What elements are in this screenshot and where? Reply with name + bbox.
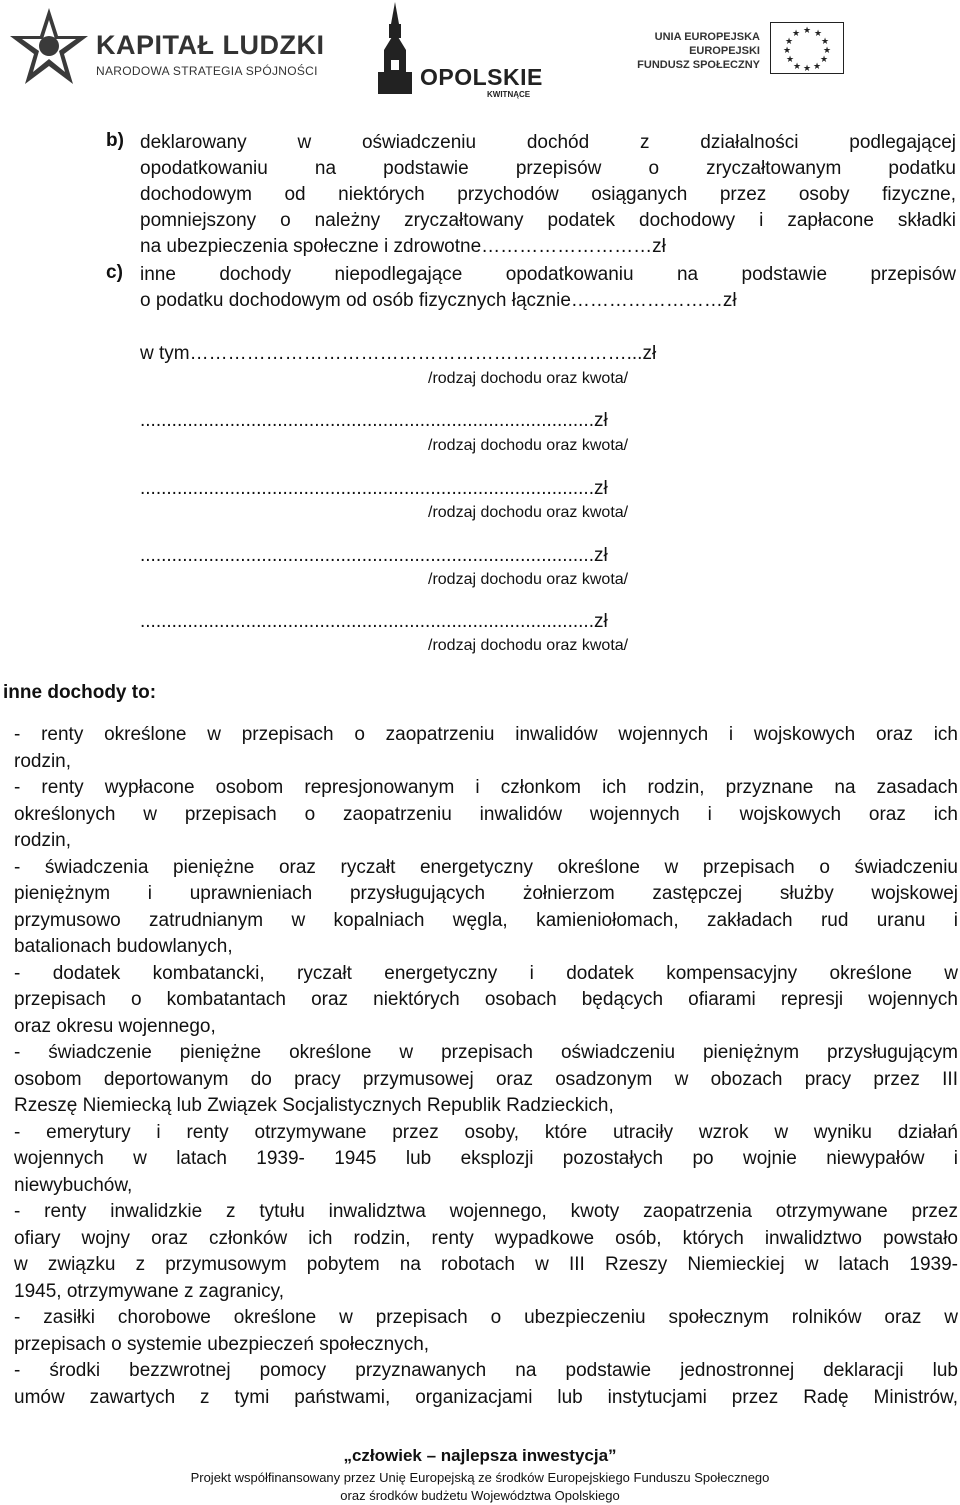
section-c-line: o podatku dochodowym od osób fizycznych łącznie……………………zł bbox=[140, 290, 737, 311]
list-item: przepisach o kombatantach oraz niektórych osobach będących ofiarami represji wojennych bbox=[14, 989, 958, 1010]
section-b-line: deklarowany w oświadczeniu dochód z działalności podlegającej bbox=[140, 132, 956, 153]
list-item: - środki bezzwrotnej pomocy przyznawanych na podstawie jednostronnej deklaracji lub bbox=[14, 1360, 958, 1381]
svg-text:★: ★ bbox=[819, 54, 829, 64]
section-b-line: pomniejszony o należny zryczałtowany podatek dochodowy i zapłacone składki bbox=[140, 210, 956, 231]
kapital-ludzki-subtitle: NARODOWA STRATEGIA SPÓJNOŚCI bbox=[96, 64, 318, 78]
dotted-line: ......................................................................................zł bbox=[140, 611, 608, 632]
kapital-ludzki-logo-icon bbox=[6, 6, 92, 88]
svg-text:★: ★ bbox=[822, 45, 832, 55]
list-item: rodzin, bbox=[14, 750, 72, 772]
section-b-line: na ubezpieczenia społeczne i zdrowotne………………………zł bbox=[140, 236, 666, 257]
svg-text:★: ★ bbox=[813, 28, 823, 38]
footer-line-1: Projekt współfinansowany przez Unię Europejską ze środków Europejskiego Funduszu Społecznego bbox=[190, 1470, 770, 1485]
list-item: przepisach o systemie ubezpieczeń społecznych, bbox=[14, 1333, 430, 1355]
list-item: rodzin, bbox=[14, 830, 72, 851]
rodzaj-label: /rodzaj dochodu oraz kwota/ bbox=[428, 571, 629, 588]
footer-slogan: „człowiek – najlepsza inwestycja” bbox=[343, 1446, 617, 1465]
list-item: - emerytury i renty otrzymywane przez osoby, które utraciły wzrok w wyniku działań bbox=[14, 1121, 958, 1143]
eu-line-3: FUNDUSZ SPOŁECZNY bbox=[637, 59, 760, 71]
opolskie-title: OPOLSKIE bbox=[420, 64, 543, 90]
list-item: umów zawartych z tymi państwami, organizacjami lub instytucjami przez Radę Ministrów, bbox=[14, 1386, 958, 1408]
svg-text:★: ★ bbox=[782, 45, 792, 55]
list-item: - renty wypłacone osobom represjonowanym i członkom ich rodzin, przyznane na zasadach bbox=[14, 777, 958, 798]
section-b-line: dochodowym od niektórych przychodów osiąganych przez osoby fizyczne, bbox=[140, 184, 956, 205]
section-b-label: b) bbox=[106, 130, 124, 151]
svg-text:★: ★ bbox=[784, 36, 794, 46]
rodzaj-label: /rodzaj dochodu oraz kwota/ bbox=[428, 637, 629, 654]
list-item: pieniężnym i uprawnieniach przysługujących żołnierzom zastępczej służby wojskowej bbox=[14, 883, 958, 904]
svg-text:★: ★ bbox=[820, 36, 830, 46]
list-item: osobom deportowanym do pracy przymusowej oraz osadzonym w obozach pracy przez III bbox=[14, 1068, 958, 1090]
list-item: - dodatek kombatancki, ryczałt energetyczny i dodatek kompensacyjny określone w bbox=[14, 962, 958, 984]
section-c-label: c) bbox=[106, 262, 123, 283]
svg-text:★: ★ bbox=[792, 61, 802, 71]
list-item: określonych w przepisach o zaopatrzeniu inwalidów wojennych i wojskowych oraz ich bbox=[14, 803, 958, 825]
page-header bbox=[0, 0, 960, 105]
section-b-text bbox=[140, 130, 956, 260]
list-item: w związku z przymusowym pobytem na robotach w III Rzeszy Niemieckiej w latach 1939- bbox=[14, 1254, 958, 1275]
other-income-list bbox=[14, 722, 958, 1411]
eu-line-2: EUROPEJSKI bbox=[689, 45, 760, 57]
section-c-line: inne dochody niepodlegające opodatkowaniu na podstawie przepisów bbox=[140, 264, 956, 285]
list-item: przymusowo zatrudnianym w kopalniach węgla, kamieniołomach, zakładach rud uranu i bbox=[14, 909, 958, 931]
list-item: ofiary wojny oraz członków ich rodzin, renty wypadkowe osób, których inwalidztwo powstało bbox=[14, 1227, 958, 1249]
svg-text:★: ★ bbox=[802, 25, 812, 35]
list-item: batalionach budowlanych, bbox=[14, 936, 233, 957]
list-item: oraz okresu wojennego, bbox=[14, 1015, 216, 1037]
list-item: - świadczenia pieniężne oraz ryczałt energetyczny określone w przepisach o świadczeniu bbox=[14, 856, 958, 878]
svg-text:★: ★ bbox=[791, 28, 801, 38]
dotted-line: ......................................................................................zł bbox=[140, 478, 608, 499]
eu-flag-icon bbox=[770, 22, 844, 74]
svg-text:★: ★ bbox=[812, 61, 822, 71]
list-item: - renty inwalidzkie z tytułu inwalidztwa wojennego, kwoty zaopatrzenia otrzymywane przez bbox=[14, 1201, 958, 1222]
svg-text:★: ★ bbox=[785, 54, 795, 64]
list-item: 1945, otrzymywane z zagranicy, bbox=[14, 1280, 284, 1302]
opolskie-subtitle: KWITNĄCE bbox=[487, 90, 531, 99]
svg-text:★: ★ bbox=[802, 63, 812, 73]
eu-line-1: UNIA EUROPEJSKA bbox=[654, 31, 760, 43]
list-item: Rzeszę Niemiecką lub Związek Socjalistycznych Republik Radzieckich, bbox=[14, 1095, 614, 1116]
rodzaj-label: /rodzaj dochodu oraz kwota/ bbox=[428, 504, 629, 521]
eu-text-block bbox=[628, 30, 760, 72]
w-tym-line: w tym……………………………………………………………...zł bbox=[140, 343, 657, 364]
list-item: - świadczenie pieniężne określone w przepisach oświadczeniu pieniężnym przysługującym bbox=[14, 1042, 958, 1063]
rodzaj-label: /rodzaj dochodu oraz kwota/ bbox=[428, 437, 629, 454]
dotted-line: ......................................................................................zł bbox=[140, 410, 608, 431]
dotted-line: ......................................................................................zł bbox=[140, 545, 608, 566]
footer-line-2: oraz środków budżetu Województwa Opolskiego bbox=[340, 1488, 620, 1503]
kapital-ludzki-title: KAPITAŁ LUDZKI bbox=[96, 30, 325, 60]
list-item: - zasiłki chorobowe określone w przepisach o ubezpieczeniu społecznym rolników oraz w bbox=[14, 1307, 958, 1328]
list-item: wojennych w latach 1939- 1945 lub eksplozji pozostałych po wojnie niewypałów i bbox=[14, 1148, 958, 1169]
section-b-line: opodatkowaniu na podstawie przepisów o zryczałtowanym podatku bbox=[140, 158, 956, 179]
list-item: niewybuchów, bbox=[14, 1174, 133, 1196]
rodzaj-label: /rodzaj dochodu oraz kwota/ bbox=[428, 370, 629, 387]
other-income-heading: inne dochody to: bbox=[3, 682, 157, 703]
section-c-text bbox=[140, 262, 956, 314]
opolskie-tower-icon bbox=[370, 2, 420, 102]
list-item: - renty określone w przepisach o zaopatrzeniu inwalidów wojennych i wojskowych oraz ich bbox=[14, 724, 958, 745]
